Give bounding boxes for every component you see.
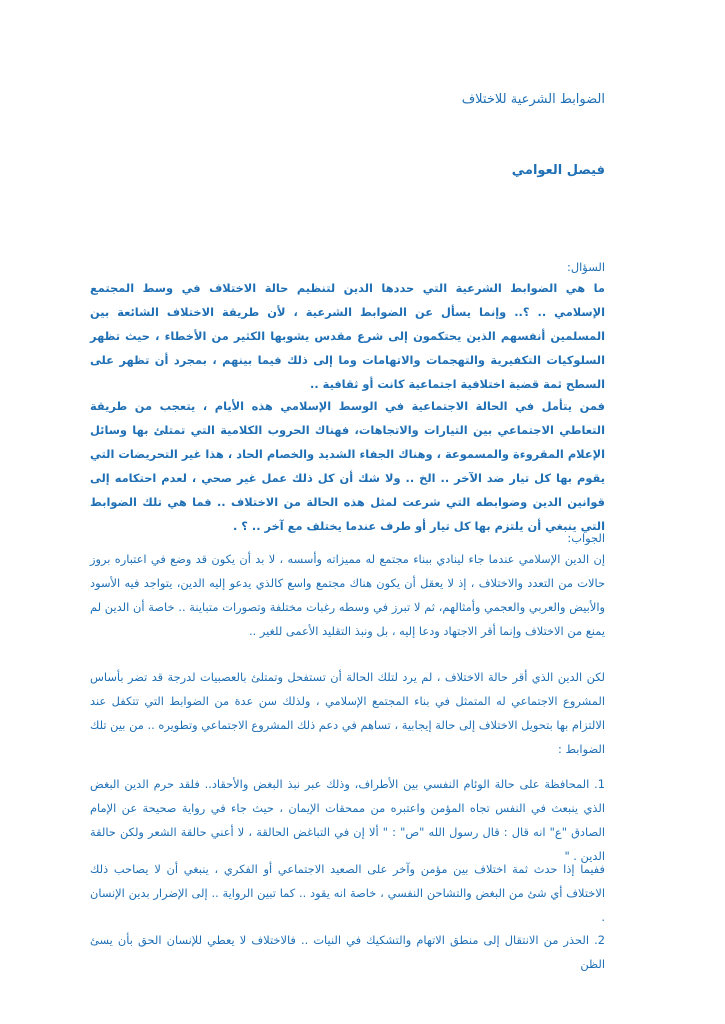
question-paragraph-2: فمن يتأمل في الحالة الاجتماعية في الوسط الإسلامي هذه الأيام ، يتعجب من طريقة التعاطي الاجتماعي بين التيارات والاتجاهات، فهناك الحروب الكلامية التي تمتلئ بها وسائل الإعلام المقروءة والمسموعة ، وهناك الجفاء الشديد والخصام الحاد ، هذا غير التحريضات التي يقوم بها كل تيار ضد الآخر .. الخ .. ولا شك أن كل ذلك عمل غير صحي ، لعدم احتكامه إلى قوانين الدين وضوابطه التي شرعت لمثل هذه الحالة من الاختلاف .. فما هي تلك الضوابط التي ينبغي أن يلتزم بها كل تيار أو طرف عندما يختلف مع آخر .. ؟ .: [90, 399, 605, 533]
rule-1-elaboration: ففيما إذا حدث ثمة اختلاف بين مؤمن وآخر على الصعيد الاجتماعي أو الفكري ، ينبغي أن لا يصاحب ذلك الاختلاف أي شئ من البغض والتشاحن النفسي ، خاصة انه يقود .. كما تبين الرواية .. إلى الإضرار بدين الإنسان .: [90, 862, 605, 924]
answer-paragraph-1: إن الدين الإسلامي عندما جاء لينادي ببناء مجتمع له مميزاته وأسسه ، لا بد أن يكون قد وضع في اعتباره بروز حالات من التعدد والاختلاف ، إذ لا يعقل أن يكون هناك مجتمع واسع كالذي يدعو إليه الدين، يتواجد فيه الأسود والأبيض والعربي والعجمي وأمثالهم، ثم لا تبرز في وسطه رغبات مختلفة وتصورات متباينة .. خاصة أن الدين لم يمنع من الاختلاف وإنما أقر الاجتهاد ودعا إليه ، بل ونبذ التقليد الأعمى للغير ..: [90, 552, 605, 638]
rule-2-paragraph: 2. الحذر من الانتقال إلى منطق الاتهام والتشكيك في النيات .. فالاختلاف لا يعطي للإنسان الحق بأن يسئ الظن: [90, 933, 605, 971]
answer-paragraph-2: لكن الدين الذي أقر حالة الاختلاف ، لم يرد لتلك الحالة أن تستفحل وتمتلئ بالعصبيات لدرجة قد تضر بأساس المشروع الاجتماعي له المتمثل في بناء المجتمع الإسلامي ، ولذلك سن عدة من الضوابط التي تتكفل عند الالتزام بها بتحويل الاختلاف إلى حالة إيجابية ، تساهم في دعم ذلك المشروع الاجتماعي وتطويره .. من بين تلك الضوابط :: [90, 670, 605, 756]
author-name: فيصل العوامي: [511, 163, 605, 178]
question-label: السؤال:: [567, 260, 605, 274]
answer-label: الجواب:: [567, 531, 605, 545]
document-title: الضوابط الشرعية للاختلاف: [461, 92, 605, 107]
question-paragraph: ما هي الضوابط الشرعية التي حددها الدين لتنظيم حالة الاختلاف في وسط المجتمع الإسلامي .. ؟.. وإنما يسأل عن الضوابط الشرعية ، لأن طريقة الاختلاف الشائعة بين المسلمين أنفسهم الذين يحتكمون إلى شرع مقدس يشوبها الكثير من الأخطاء ، حيث تظهر السلوكيات التكفيرية والتهجمات والاتهامات وما إلى ذلك فيما بينهم ، بمجرد أن تظهر على السطح ثمة قضية اختلافية اجتماعية كانت أو ثقافية ..: [90, 281, 605, 391]
rule-1-paragraph: 1. المحافظة على حالة الوئام النفسي بين الأطراف، وذلك عبر نبذ البغض والأحقاد.. فلقد حرم الدين البغض الذي ينبعث في النفس تجاه المؤمن واعتبره من ممحقات الإيمان ، حيث جاء في رواية صحيحة عن الإمام الصادق "ع" انه قال : قال رسول الله "ص" : " ألا إن في التباغض الحالقة ، لا أعني حالقة الشعر ولكن حالقة الدين . ": [90, 777, 605, 863]
